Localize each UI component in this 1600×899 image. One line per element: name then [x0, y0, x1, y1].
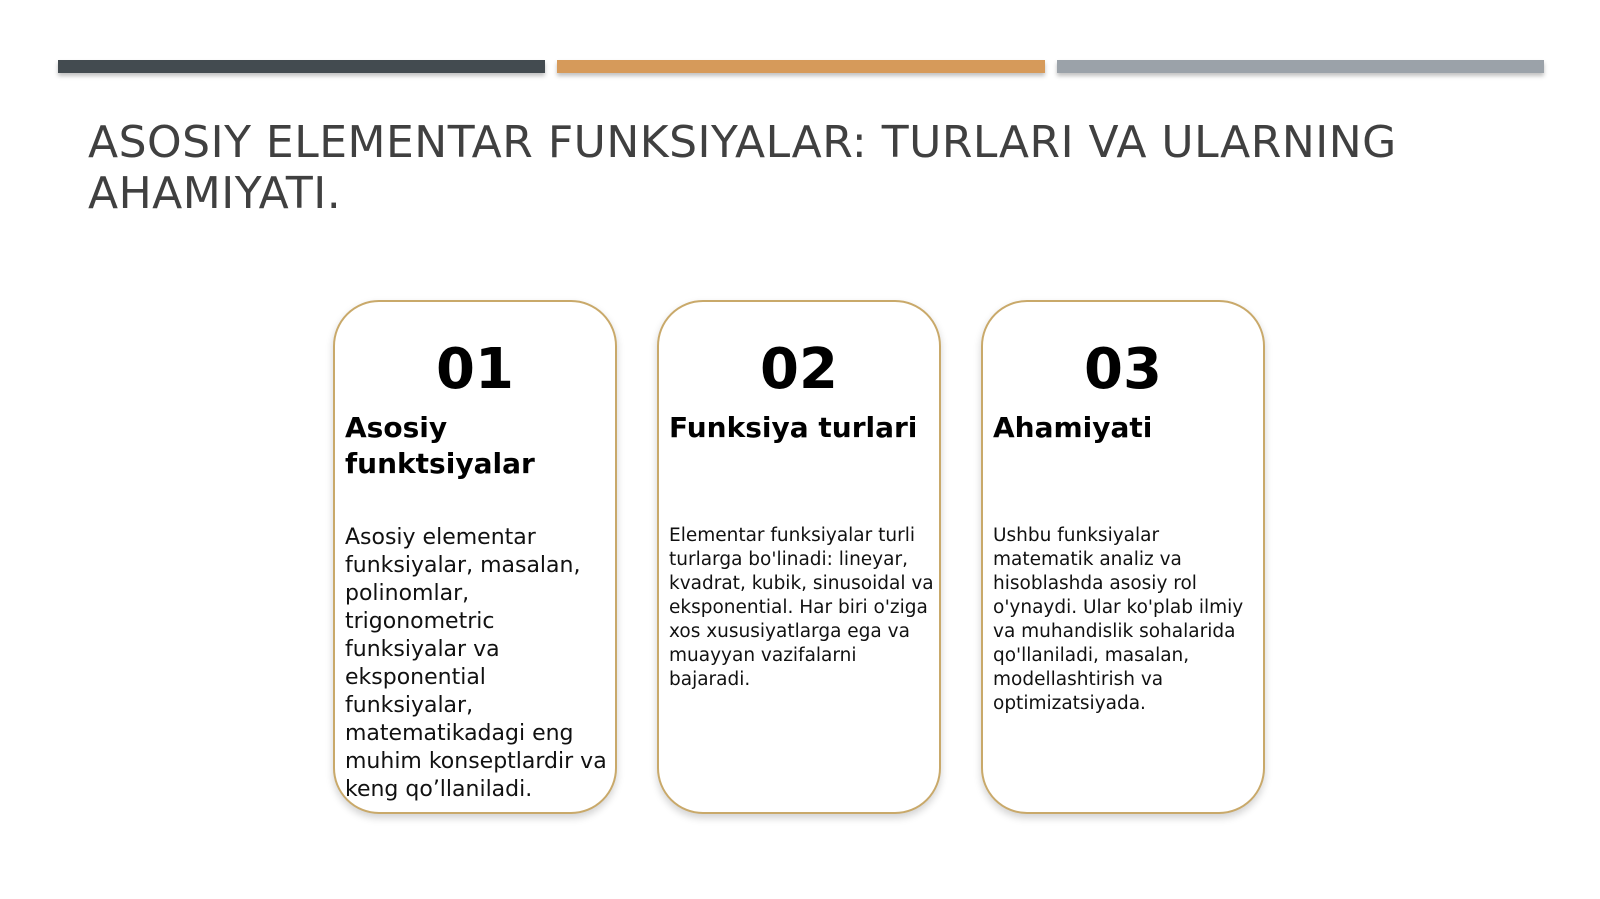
card-body: Asosiy elementar funksiyalar, masalan, polinomlar, trigonometric funksiyalar va eksponential funksiyalar, matematikadagi eng muhim konseptlardir va keng qo’llaniladi.: [345, 525, 607, 802]
card-heading: Funksiya turlari: [669, 411, 918, 444]
accent-bar-orange: [557, 60, 1045, 73]
card-function-types: [657, 300, 941, 814]
card-number: 02: [760, 337, 838, 402]
card-heading: Ahamiyati: [993, 411, 1153, 444]
card-importance: [981, 300, 1265, 814]
slide-title: ASOSIY ELEMENTAR FUNKSIYALAR: TURLARI VA ULARNING AHAMIYATI.: [88, 117, 1397, 219]
card-body: Elementar funksiyalar turli turlarga bo'linadi: lineyar, kvadrat, kubik, sinusoidal va eksponential. Har biri o'ziga xos xususiyatlarga ega va muayyan vazifalarni bajaradi.: [669, 525, 934, 690]
card-basic-functions: [333, 300, 617, 814]
accent-bar-gray: [1057, 60, 1544, 73]
card-number: 03: [1084, 337, 1162, 402]
card-body: Ushbu funksiyalar matematik analiz va hisoblashda asosiy rol o'ynaydi. Ular ko'plab ilmiy va muhandislik sohalarida qo'llaniladi, masalan, modellashtirish va optimizatsiyada.: [993, 525, 1244, 714]
accent-bar-dark: [58, 60, 545, 73]
card-number: 01: [436, 337, 514, 402]
card-heading: Asosiy funktsiyalar: [345, 411, 535, 480]
